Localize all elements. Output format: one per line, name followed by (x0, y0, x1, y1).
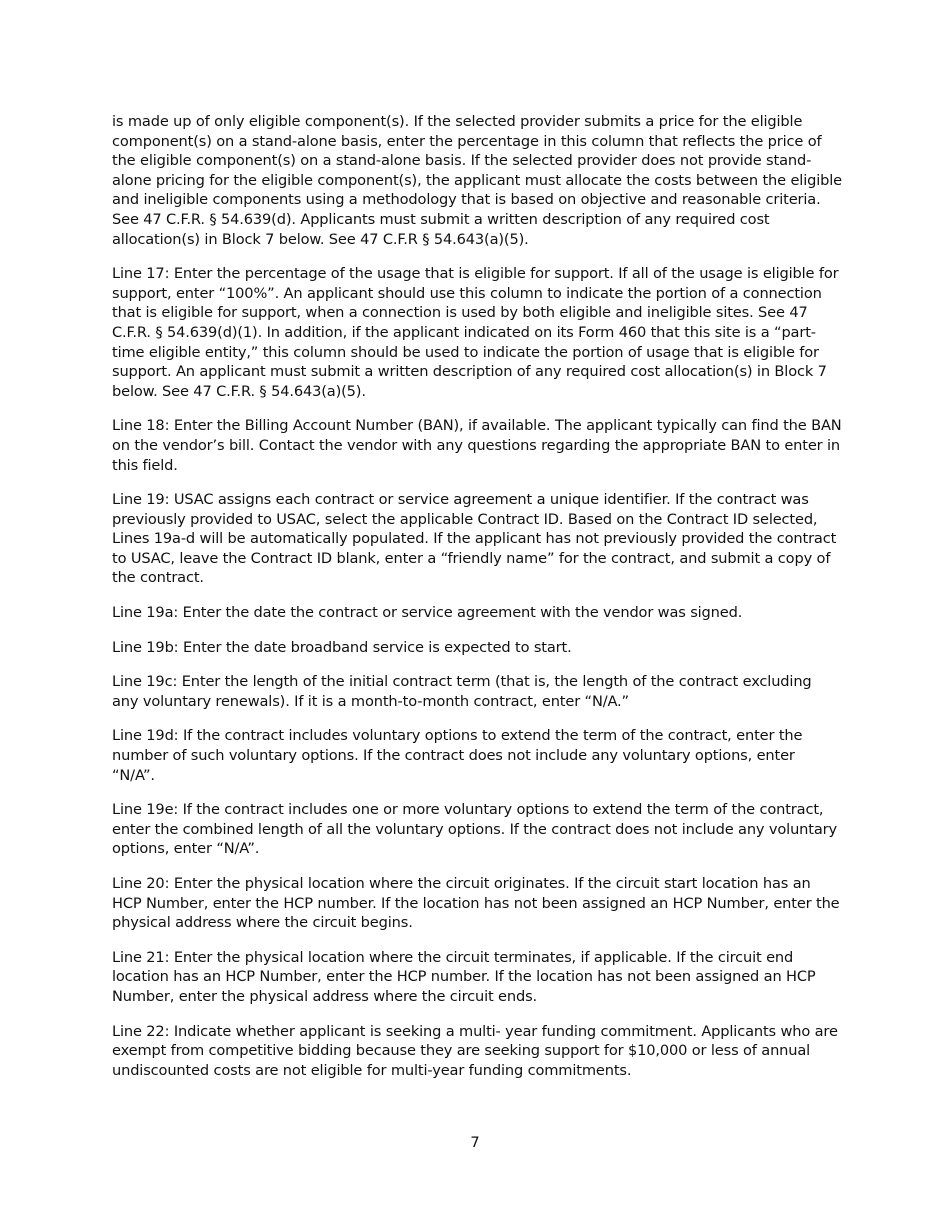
paragraph-line-17: Line 17: Enter the percentage of the usage that is eligible for support. If all of the usage is eligible for support, enter “100%”. An applicant should use this column to indicate the portion of a connection that is eligible for support, when a connection is used by both eligible and ineligible sites. See 47 C.F.R. § 54.639(d)(1). In addition, if the applicant indicated on its Form 460 that this site is a “part-time eligible entity,” this column should be used to indicate the portion of usage that is eligible for support. An applicant must submit a written description of any required cost allocation(s) in Block 7 below. See 47 C.F.R. § 54.643(a)(5). (112, 265, 839, 400)
paragraph-line-21: Line 21: Enter the physical location where the circuit terminates, if applicable. If the circuit end location has an HCP Number, enter the HCP number. If the location has not been assigned an HCP Number, enter the physical address where the circuit ends. (112, 948, 816, 1005)
paragraph-line-19b: Line 19b: Enter the date broadband service is expected to start. (112, 638, 572, 656)
paragraph-line-18: Line 18: Enter the Billing Account Number (BAN), if available. The applicant typically can find the BAN on the vendor’s bill. Contact the vendor with any questions regarding the appropriate BAN to enter in this field. (112, 417, 842, 474)
page-body (112, 112, 842, 1095)
paragraph-line-19: Line 19: USAC assigns each contract or service agreement a unique identifier. If the contract was previously provided to USAC, select the applicable Contract ID. Based on the Contract ID selected, Lines 19a-d will be automatically populated. If the applicant has not previously provided the contract to USAC, leave the Contract ID blank, enter a “friendly name” for the contract, and submit a copy of the contract. (112, 491, 837, 587)
paragraph-line-22: Line 22: Indicate whether applicant is seeking a multi- year funding commitment. Applicants who are exempt from competitive bidding because they are seeking support for $10,000 or less of annual undiscounted costs are not eligible for multi-year funding commitments. (112, 1022, 838, 1079)
paragraph-line-19a: Line 19a: Enter the date the contract or service agreement with the vendor was signed. (112, 604, 743, 622)
paragraph-continuation: is made up of only eligible component(s). If the selected provider submits a price for the eligible component(s) on a stand-alone basis, enter the percentage in this column that reflects the price of the eligible component(s) on a stand-alone basis. If the selected provider does not provide stand-alone pricing for the eligible component(s), the applicant must allocate the costs between the eligible and ineligible components using a methodology that is based on objective and reasonable criteria. See 47 C.F.R. § 54.639(d). Applicants must submit a written description of any required cost allocation(s) in Block 7 below. See 47 C.F.R § 54.643(a)(5). (112, 113, 842, 248)
paragraph-line-19e: Line 19e: If the contract includes one or more voluntary options to extend the term of the contract, enter the combined length of all the voluntary options. If the contract does not include any voluntary options, enter “N/A”. (112, 801, 837, 858)
paragraph-line-20: Line 20: Enter the physical location where the circuit originates. If the circuit start location has an HCP Number, enter the HCP number. If the location has not been assigned an HCP Number, enter the physical address where the circuit begins. (112, 875, 840, 932)
page-number: 7 (470, 1134, 480, 1151)
paragraph-line-19d: Line 19d: If the contract includes voluntary options to extend the term of the contract, enter the number of such voluntary options. If the contract does not include any voluntary options, enter “N/A”. (112, 727, 803, 784)
paragraph-line-19c: Line 19c: Enter the length of the initial contract term (that is, the length of the contract excluding any voluntary renewals). If it is a month-to-month contract, enter “N/A.” (112, 673, 812, 710)
